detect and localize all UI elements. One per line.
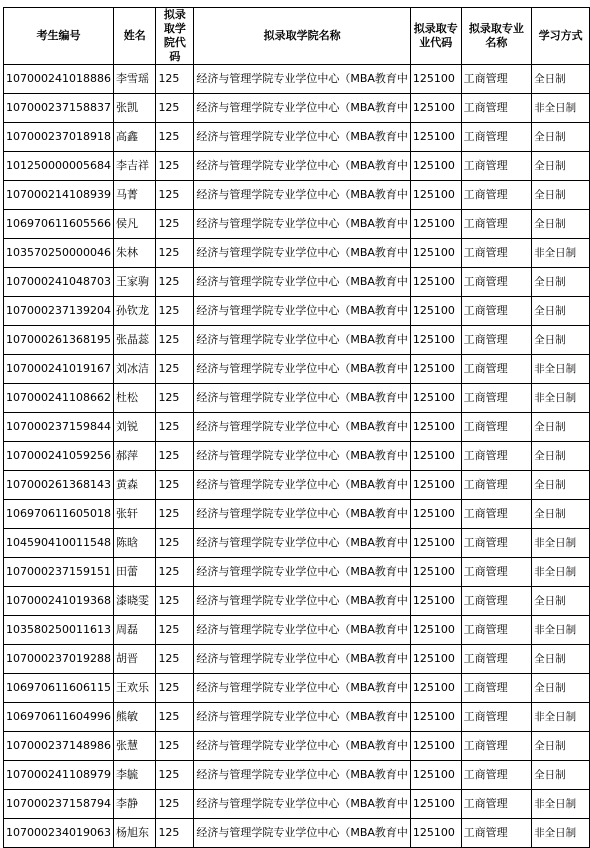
college-code-cell: 125: [156, 297, 194, 326]
name-cell: 刘冰洁: [113, 355, 155, 384]
college-name-cell: 经济与管理学院专业学位中心（MBA教育中: [194, 152, 411, 181]
name-cell: 高鑫: [113, 123, 155, 152]
college-code-cell: 125: [156, 819, 194, 848]
col-header-college-code: 拟录取学院代码: [156, 8, 194, 65]
college-code-cell: 125: [156, 123, 194, 152]
major-code-cell: 125100: [410, 819, 461, 848]
table-row: [4, 152, 590, 181]
name-cell: 孙钦龙: [113, 297, 155, 326]
major-code-cell: 125100: [410, 326, 461, 355]
major-code-cell: 125100: [410, 732, 461, 761]
name-cell: 王欢乐: [113, 674, 155, 703]
table-row: [4, 239, 590, 268]
table-row: [4, 819, 590, 848]
major-name-cell: 工商管理: [461, 384, 532, 413]
name-cell: 李毓: [113, 761, 155, 790]
table-row: [4, 413, 590, 442]
name-cell: 郝萍: [113, 442, 155, 471]
admission-table: [3, 7, 590, 848]
college-code-cell: 125: [156, 268, 194, 297]
candidate-id-cell: 107000241059256: [4, 442, 114, 471]
study-mode-cell: 非全日制: [532, 703, 590, 732]
college-name-cell: 经济与管理学院专业学位中心（MBA教育中: [194, 239, 411, 268]
study-mode-cell: 全日制: [532, 732, 590, 761]
college-name-cell: 经济与管理学院专业学位中心（MBA教育中: [194, 790, 411, 819]
name-cell: 田蕾: [113, 558, 155, 587]
major-name-cell: 工商管理: [461, 297, 532, 326]
major-name-cell: 工商管理: [461, 326, 532, 355]
major-code-cell: 125100: [410, 645, 461, 674]
college-name-cell: 经济与管理学院专业学位中心（MBA教育中: [194, 732, 411, 761]
candidate-id-cell: 103570250000046: [4, 239, 114, 268]
table-row: [4, 326, 590, 355]
college-name-cell: 经济与管理学院专业学位中心（MBA教育中: [194, 587, 411, 616]
major-name-cell: 工商管理: [461, 674, 532, 703]
col-header-college-name: 拟录取学院名称: [194, 8, 411, 65]
name-cell: 张晶蕊: [113, 326, 155, 355]
college-code-cell: 125: [156, 587, 194, 616]
major-name-cell: 工商管理: [461, 645, 532, 674]
college-code-cell: 125: [156, 616, 194, 645]
college-code-cell: 125: [156, 645, 194, 674]
college-name-cell: 经济与管理学院专业学位中心（MBA教育中: [194, 268, 411, 297]
study-mode-cell: 非全日制: [532, 819, 590, 848]
candidate-id-cell: 107000241018886: [4, 65, 114, 94]
candidate-id-cell: 107000241019167: [4, 355, 114, 384]
study-mode-cell: 非全日制: [532, 790, 590, 819]
college-name-cell: 经济与管理学院专业学位中心（MBA教育中: [194, 442, 411, 471]
study-mode-cell: 非全日制: [532, 94, 590, 123]
name-cell: 陈晗: [113, 529, 155, 558]
table-row: [4, 500, 590, 529]
college-code-cell: 125: [156, 94, 194, 123]
major-name-cell: 工商管理: [461, 65, 532, 94]
candidate-id-cell: 106970611605566: [4, 210, 114, 239]
candidate-id-cell: 106970611605018: [4, 500, 114, 529]
major-name-cell: 工商管理: [461, 94, 532, 123]
college-name-cell: 经济与管理学院专业学位中心（MBA教育中: [194, 94, 411, 123]
college-name-cell: 经济与管理学院专业学位中心（MBA教育中: [194, 819, 411, 848]
college-name-cell: 经济与管理学院专业学位中心（MBA教育中: [194, 326, 411, 355]
major-code-cell: 125100: [410, 442, 461, 471]
college-code-cell: 125: [156, 442, 194, 471]
major-code-cell: 125100: [410, 181, 461, 210]
name-cell: 李吉祥: [113, 152, 155, 181]
college-name-cell: 经济与管理学院专业学位中心（MBA教育中: [194, 413, 411, 442]
col-header-major-code: 拟录取专业代码: [410, 8, 461, 65]
study-mode-cell: 全日制: [532, 645, 590, 674]
table-row: [4, 123, 590, 152]
candidate-id-cell: 107000237139204: [4, 297, 114, 326]
major-code-cell: 125100: [410, 355, 461, 384]
name-cell: 张轩: [113, 500, 155, 529]
name-cell: 张凯: [113, 94, 155, 123]
table-row: [4, 616, 590, 645]
college-name-cell: 经济与管理学院专业学位中心（MBA教育中: [194, 471, 411, 500]
study-mode-cell: 全日制: [532, 326, 590, 355]
table-row: [4, 674, 590, 703]
candidate-id-cell: 107000234019063: [4, 819, 114, 848]
table-row: [4, 587, 590, 616]
college-name-cell: 经济与管理学院专业学位中心（MBA教育中: [194, 181, 411, 210]
table-row: [4, 732, 590, 761]
major-code-cell: 125100: [410, 65, 461, 94]
major-code-cell: 125100: [410, 674, 461, 703]
candidate-id-cell: 107000261368143: [4, 471, 114, 500]
study-mode-cell: 全日制: [532, 123, 590, 152]
name-cell: 侯凡: [113, 210, 155, 239]
major-name-cell: 工商管理: [461, 181, 532, 210]
table-row: [4, 268, 590, 297]
name-cell: 周磊: [113, 616, 155, 645]
table-row: [4, 210, 590, 239]
study-mode-cell: 非全日制: [532, 529, 590, 558]
study-mode-cell: 非全日制: [532, 355, 590, 384]
major-code-cell: 125100: [410, 297, 461, 326]
major-name-cell: 工商管理: [461, 239, 532, 268]
candidate-id-cell: 107000237159151: [4, 558, 114, 587]
study-mode-cell: 全日制: [532, 471, 590, 500]
study-mode-cell: 非全日制: [532, 558, 590, 587]
table-row: [4, 355, 590, 384]
candidate-id-cell: 107000241108662: [4, 384, 114, 413]
study-mode-cell: 全日制: [532, 500, 590, 529]
major-name-cell: 工商管理: [461, 790, 532, 819]
college-code-cell: 125: [156, 326, 194, 355]
college-name-cell: 经济与管理学院专业学位中心（MBA教育中: [194, 529, 411, 558]
candidate-id-cell: 103580250011613: [4, 616, 114, 645]
name-cell: 杨旭东: [113, 819, 155, 848]
study-mode-cell: 全日制: [532, 413, 590, 442]
college-name-cell: 经济与管理学院专业学位中心（MBA教育中: [194, 761, 411, 790]
candidate-id-cell: 107000241108979: [4, 761, 114, 790]
major-code-cell: 125100: [410, 761, 461, 790]
college-name-cell: 经济与管理学院专业学位中心（MBA教育中: [194, 703, 411, 732]
college-name-cell: 经济与管理学院专业学位中心（MBA教育中: [194, 297, 411, 326]
major-name-cell: 工商管理: [461, 442, 532, 471]
table-row: [4, 297, 590, 326]
major-name-cell: 工商管理: [461, 355, 532, 384]
college-code-cell: 125: [156, 65, 194, 94]
table-row: [4, 94, 590, 123]
study-mode-cell: 全日制: [532, 761, 590, 790]
candidate-id-cell: 106970611604996: [4, 703, 114, 732]
college-name-cell: 经济与管理学院专业学位中心（MBA教育中: [194, 65, 411, 94]
table-row: [4, 761, 590, 790]
college-name-cell: 经济与管理学院专业学位中心（MBA教育中: [194, 558, 411, 587]
college-code-cell: 125: [156, 790, 194, 819]
college-name-cell: 经济与管理学院专业学位中心（MBA教育中: [194, 616, 411, 645]
candidate-id-cell: 107000237158837: [4, 94, 114, 123]
college-code-cell: 125: [156, 384, 194, 413]
major-code-cell: 125100: [410, 529, 461, 558]
name-cell: 黄森: [113, 471, 155, 500]
name-cell: 朱林: [113, 239, 155, 268]
major-code-cell: 125100: [410, 558, 461, 587]
major-code-cell: 125100: [410, 384, 461, 413]
study-mode-cell: 全日制: [532, 181, 590, 210]
candidate-id-cell: 107000237148986: [4, 732, 114, 761]
study-mode-cell: 全日制: [532, 65, 590, 94]
name-cell: 张慧: [113, 732, 155, 761]
college-name-cell: 经济与管理学院专业学位中心（MBA教育中: [194, 210, 411, 239]
table-body: [4, 65, 590, 848]
major-code-cell: 125100: [410, 239, 461, 268]
candidate-id-cell: 104590410011548: [4, 529, 114, 558]
major-code-cell: 125100: [410, 500, 461, 529]
college-code-cell: 125: [156, 471, 194, 500]
major-name-cell: 工商管理: [461, 210, 532, 239]
name-cell: 李静: [113, 790, 155, 819]
name-cell: 熊敏: [113, 703, 155, 732]
major-name-cell: 工商管理: [461, 268, 532, 297]
name-cell: 王家驹: [113, 268, 155, 297]
candidate-id-cell: 107000237159844: [4, 413, 114, 442]
candidate-id-cell: 107000241048703: [4, 268, 114, 297]
study-mode-cell: 非全日制: [532, 616, 590, 645]
table-row: [4, 471, 590, 500]
major-name-cell: 工商管理: [461, 500, 532, 529]
college-name-cell: 经济与管理学院专业学位中心（MBA教育中: [194, 123, 411, 152]
major-code-cell: 125100: [410, 790, 461, 819]
candidate-id-cell: 107000241019368: [4, 587, 114, 616]
table-header: [4, 8, 590, 65]
college-code-cell: 125: [156, 181, 194, 210]
study-mode-cell: 全日制: [532, 674, 590, 703]
name-cell: 杜松: [113, 384, 155, 413]
major-name-cell: 工商管理: [461, 471, 532, 500]
college-code-cell: 125: [156, 703, 194, 732]
college-code-cell: 125: [156, 732, 194, 761]
candidate-id-cell: 107000214108939: [4, 181, 114, 210]
col-header-name: 姓名: [113, 8, 155, 65]
major-code-cell: 125100: [410, 268, 461, 297]
table-row: [4, 181, 590, 210]
candidate-id-cell: 107000237018918: [4, 123, 114, 152]
study-mode-cell: 全日制: [532, 297, 590, 326]
college-code-cell: 125: [156, 152, 194, 181]
name-cell: 马菁: [113, 181, 155, 210]
name-cell: 刘锐: [113, 413, 155, 442]
college-name-cell: 经济与管理学院专业学位中心（MBA教育中: [194, 500, 411, 529]
major-code-cell: 125100: [410, 94, 461, 123]
col-header-candidate-id: 考生编号: [4, 8, 114, 65]
table-row: [4, 790, 590, 819]
candidate-id-cell: 101250000005684: [4, 152, 114, 181]
study-mode-cell: 全日制: [532, 442, 590, 471]
major-name-cell: 工商管理: [461, 123, 532, 152]
major-name-cell: 工商管理: [461, 732, 532, 761]
college-name-cell: 经济与管理学院专业学位中心（MBA教育中: [194, 674, 411, 703]
college-code-cell: 125: [156, 210, 194, 239]
major-name-cell: 工商管理: [461, 761, 532, 790]
major-code-cell: 125100: [410, 123, 461, 152]
major-code-cell: 125100: [410, 471, 461, 500]
study-mode-cell: 非全日制: [532, 239, 590, 268]
major-code-cell: 125100: [410, 210, 461, 239]
major-code-cell: 125100: [410, 703, 461, 732]
study-mode-cell: 全日制: [532, 587, 590, 616]
candidate-id-cell: 106970611606115: [4, 674, 114, 703]
candidate-id-cell: 107000237019288: [4, 645, 114, 674]
major-name-cell: 工商管理: [461, 616, 532, 645]
study-mode-cell: 非全日制: [532, 384, 590, 413]
study-mode-cell: 全日制: [532, 210, 590, 239]
table-row: [4, 558, 590, 587]
col-header-study-mode: 学习方式: [532, 8, 590, 65]
college-name-cell: 经济与管理学院专业学位中心（MBA教育中: [194, 355, 411, 384]
college-name-cell: 经济与管理学院专业学位中心（MBA教育中: [194, 384, 411, 413]
name-cell: 漆晓雯: [113, 587, 155, 616]
college-code-cell: 125: [156, 500, 194, 529]
table-row: [4, 703, 590, 732]
candidate-id-cell: 107000261368195: [4, 326, 114, 355]
college-code-cell: 125: [156, 413, 194, 442]
col-header-major-name: 拟录取专业名称: [461, 8, 532, 65]
college-code-cell: 125: [156, 239, 194, 268]
major-name-cell: 工商管理: [461, 152, 532, 181]
college-code-cell: 125: [156, 355, 194, 384]
header-row: [4, 8, 590, 65]
major-name-cell: 工商管理: [461, 558, 532, 587]
table-row: [4, 442, 590, 471]
major-name-cell: 工商管理: [461, 819, 532, 848]
table-row: [4, 65, 590, 94]
major-name-cell: 工商管理: [461, 413, 532, 442]
study-mode-cell: 全日制: [532, 268, 590, 297]
table-row: [4, 384, 590, 413]
name-cell: 李雪瑶: [113, 65, 155, 94]
college-code-cell: 125: [156, 761, 194, 790]
major-code-cell: 125100: [410, 587, 461, 616]
major-name-cell: 工商管理: [461, 529, 532, 558]
major-code-cell: 125100: [410, 152, 461, 181]
major-code-cell: 125100: [410, 413, 461, 442]
college-code-cell: 125: [156, 674, 194, 703]
college-name-cell: 经济与管理学院专业学位中心（MBA教育中: [194, 645, 411, 674]
major-name-cell: 工商管理: [461, 587, 532, 616]
major-name-cell: 工商管理: [461, 703, 532, 732]
table-row: [4, 529, 590, 558]
name-cell: 胡晋: [113, 645, 155, 674]
college-code-cell: 125: [156, 558, 194, 587]
college-code-cell: 125: [156, 529, 194, 558]
study-mode-cell: 全日制: [532, 152, 590, 181]
major-code-cell: 125100: [410, 616, 461, 645]
candidate-id-cell: 107000237158794: [4, 790, 114, 819]
table-row: [4, 645, 590, 674]
